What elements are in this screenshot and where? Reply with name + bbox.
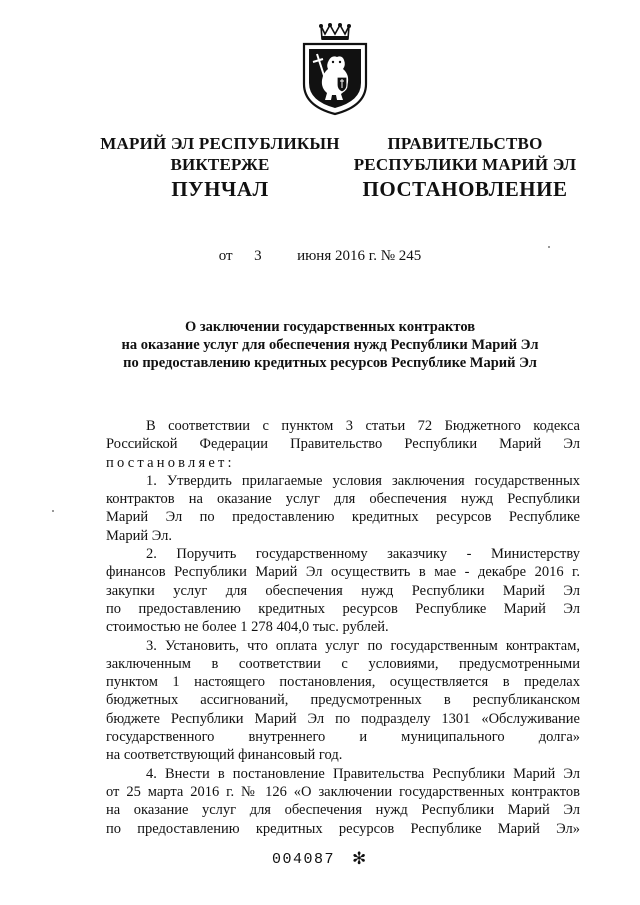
body-line: постановляет: (106, 454, 235, 471)
date-prefix: от (218, 248, 233, 264)
body-line: 4. Внести в постановление Правительства Республики Марий Эл (146, 765, 580, 782)
body-line: финансов Республики Марий Эл осуществить в мае - декабре 2016 г. (106, 564, 580, 581)
document-title (60, 318, 600, 372)
body-line: 3. Установить, что оплата услуг по государственным контрактам, (146, 637, 580, 654)
header-left-line-2: ВИКТЕРЖЕ (170, 155, 270, 174)
body-line: бюджете Республики Марий Эл по подразделу 1301 «Обслуживание (106, 710, 580, 727)
body-line: 1. Утвердить прилагаемые условия заключения государственных (146, 472, 580, 489)
asterism-mark: ✻ (352, 849, 367, 869)
header-right-line-2: РЕСПУБЛИКИ МАРИЙ ЭЛ (353, 155, 577, 174)
title-line-3: по предоставлению кредитных ресурсов Республике Марий Эл (123, 355, 537, 371)
body-line: контрактов на оказание услуг для обеспечения нужд Республики (106, 491, 580, 508)
coat-of-arms-mari-el-icon (299, 22, 371, 116)
header-right-line-1: ПРАВИТЕЛЬСТВО (387, 134, 543, 153)
scan-speck (548, 246, 550, 248)
serial-number: 004087 (272, 851, 336, 868)
date-rest: июня 2016 г. № (297, 248, 396, 264)
body-line: государственного внутреннего и муниципального долга» (106, 729, 580, 746)
body-line: 2. Поручить государственному заказчику - Министерству (146, 546, 580, 563)
header-right-org (350, 133, 580, 175)
body-line: по предоставлению кредитных ресурсов Республике Марий Эл» (106, 820, 580, 837)
body-line: Марий Эл. (106, 527, 172, 544)
header-left-org (95, 133, 345, 175)
doc-type-right: ПОСТАНОВЛЕНИЕ (362, 177, 568, 201)
body-line: пунктом 1 настоящего постановления, осуществляется в пределах (106, 674, 580, 691)
body-line: Российской Федерации Правительство Республики Марий Эл (106, 436, 580, 453)
document-body (106, 417, 580, 838)
date-day: 3 (254, 248, 262, 264)
body-line: на оказание услуг для обеспечения нужд Республики Марий Эл (106, 802, 580, 819)
body-line: закупки услуг для обеспечения нужд Республики Марий Эл (106, 582, 580, 599)
doc-number: 245 (398, 248, 422, 264)
scan-speck (52, 510, 54, 512)
date-line (0, 247, 640, 265)
body-line: Марий Эл по предоставлению кредитных ресурсов Республике (106, 509, 580, 526)
body-line: В соответствии с пунктом 3 статьи 72 Бюджетного кодекса (146, 418, 580, 434)
doc-type-left: ПУНЧАЛ (171, 177, 269, 201)
header-left-line-1: МАРИЙ ЭЛ РЕСПУБЛИКЫН (100, 134, 340, 153)
body-line: на соответствующий финансовый год. (106, 747, 343, 764)
body-line: бюджетных ассигнований, предусмотренных в республиканском (106, 692, 580, 709)
body-line: стоимостью не более 1 278 404,0 тыс. рублей. (106, 619, 389, 636)
body-line: от 25 марта 2016 г. № 126 «О заключении государственных контрактов (106, 783, 580, 800)
body-line: заключенным в соответствии с условиями, предусмотренными (106, 655, 580, 672)
title-line-2: на оказание услуг для обеспечения нужд Республики Марий Эл (121, 337, 539, 353)
body-line: по предоставлению кредитных ресурсов Республике Марий Эл (106, 600, 580, 617)
title-line-1: О заключении государственных контрактов (184, 319, 476, 335)
